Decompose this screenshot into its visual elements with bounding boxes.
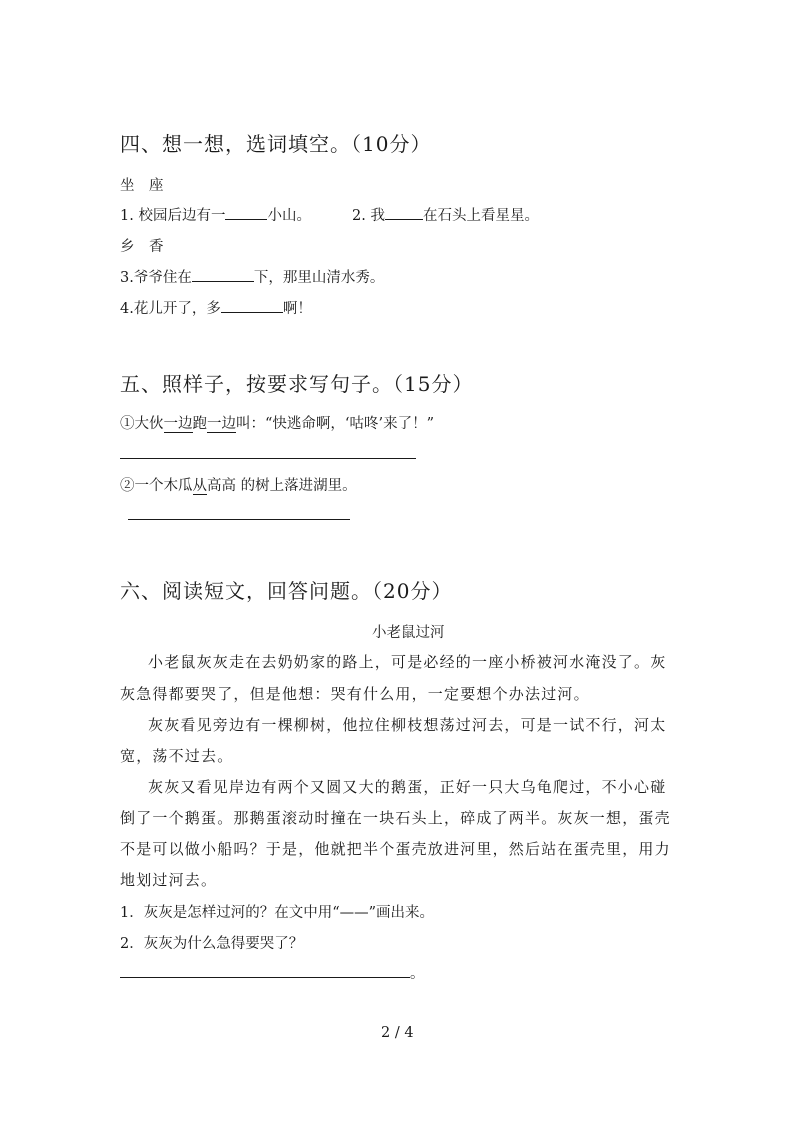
sentence-2-part-1: ②一个木瓜 xyxy=(120,478,193,494)
question-4-text-b: 啊！ xyxy=(282,301,312,317)
underlined-word-2: 一边 xyxy=(207,416,236,432)
answer-line-2[interactable] xyxy=(128,519,350,520)
answer-blank-4[interactable] xyxy=(221,298,283,313)
paragraph-3-line-2: 倒了一个鹅蛋。那鹅蛋滚动时撞在一块石头上，碎成了两半。灰灰一想，蛋壳 xyxy=(120,809,671,827)
answer-blank-3[interactable] xyxy=(192,267,254,282)
answer-line-period: 。 xyxy=(410,966,425,982)
example-sentence-1 xyxy=(120,412,434,433)
underlined-word-1: 一边 xyxy=(163,416,193,432)
answer-blank-2[interactable] xyxy=(385,205,423,220)
example-sentence-2 xyxy=(120,474,357,495)
question-4-text-a: 4.花儿开了，多 xyxy=(120,301,221,317)
section-6-title: 六、阅读短文，回答问题。（20分） xyxy=(120,579,453,603)
section-4-title: 四、想一想，选词填空。（10分） xyxy=(120,132,432,156)
word-pair-1: 坐 座 xyxy=(120,178,164,194)
answer-blank-1[interactable] xyxy=(225,205,267,220)
question-1-text-b: 小山。 xyxy=(267,208,311,224)
section-5-title: 五、照样子，按要求写句子。（15分） xyxy=(120,372,474,396)
reading-question-2: 2．灰灰为什么急得要哭了？ xyxy=(120,936,304,952)
question-1 xyxy=(120,204,311,225)
question-3-text-a: 3.爷爷住在 xyxy=(120,270,192,286)
sentence-1-part-3: 叫：“快逃命啊，‘咕咚’来了！” xyxy=(236,416,435,432)
word-pair-2: 乡 香 xyxy=(120,239,164,255)
reading-question-1: 1．灰灰是怎样过河的？在文中用“——”画出来。 xyxy=(120,905,435,921)
page-number: 2 / 4 xyxy=(381,1025,414,1041)
question-2-text-a: 2. 我 xyxy=(352,208,385,224)
question-2-text-b: 在石头上看星星。 xyxy=(422,208,539,224)
answer-line-3[interactable] xyxy=(120,977,410,978)
question-3-text-b: 下，那里山清水秀。 xyxy=(253,270,385,286)
story-title: 小老鼠过河 xyxy=(372,625,445,641)
paragraph-3-line-1: 灰灰又看见岸边有两个又圆又大的鹅蛋，正好一只大乌龟爬过，不小心碰 xyxy=(148,778,667,796)
sentence-1-part-1: ①大伙 xyxy=(120,416,164,432)
paragraph-3-line-4: 地划过河去。 xyxy=(120,871,218,889)
question-1-text-a: 1. 校园后边有一 xyxy=(120,208,226,224)
question-3 xyxy=(120,266,384,287)
underlined-word-3: 从 xyxy=(192,478,207,494)
question-4 xyxy=(120,297,312,318)
paragraph-2-line-1: 灰灰看见旁边有一棵柳树，他拉住柳枝想荡过河去，可是一试不行，河太 xyxy=(148,716,667,734)
question-2 xyxy=(352,204,539,225)
sentence-1-part-2: 跑 xyxy=(192,416,207,432)
sentence-2-part-2: 高高 的树上落进湖里。 xyxy=(207,478,357,494)
paragraph-3-line-3: 不是可以做小船吗？于是，他就把半个蛋壳放进河里，然后站在蛋壳里，用力 xyxy=(120,840,671,858)
paragraph-1-line-2: 灰急得都要哭了，但是他想：哭有什么用，一定要想个办法过河。 xyxy=(120,685,590,703)
paragraph-2-line-2: 宽，荡不过去。 xyxy=(120,747,234,765)
answer-line-1[interactable] xyxy=(120,458,416,459)
paragraph-1-line-1: 小老鼠灰灰走在去奶奶家的路上，可是必经的一座小桥被河水淹没了。灰 xyxy=(148,653,667,671)
